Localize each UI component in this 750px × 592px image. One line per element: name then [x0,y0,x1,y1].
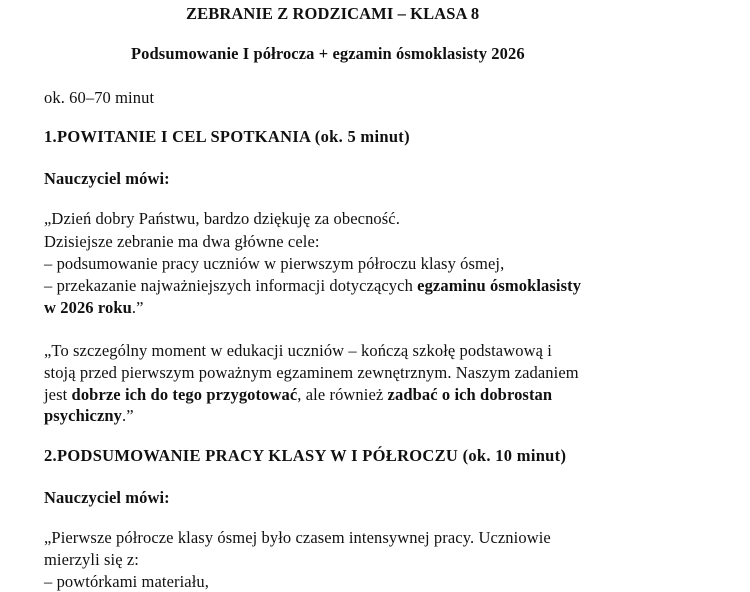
bold-text-run: psychiczny [44,406,123,425]
paragraph-line: „Pierwsze półrocze klasy ósmej było czasem intensywnej pracy. Uczniowie [44,528,551,547]
paragraph-line [44,276,581,296]
paragraph-line: mierzyli się z: [44,550,139,569]
document-subtitle: Podsumowanie I półrocza + egzamin ósmoklasisty 2026 [131,44,525,63]
paragraph-line: Dzisiejsze zebranie ma dwa główne cele: [44,232,320,251]
paragraph-line: „To szczególny moment w edukacji uczniów – kończą szkołę podstawową i [44,341,552,360]
bold-text-run: zadbać o ich dobrostan [387,385,553,404]
speaker-label: Nauczyciel mówi: [44,488,170,507]
meeting-duration: ok. 60–70 minut [44,88,155,107]
section-heading-summary: 2.PODSUMOWANIE PRACY KLASY W I PÓŁROCZU (ok. 10 minut) [44,446,567,465]
bold-text-run: egzaminu ósmoklasisty [417,276,582,295]
paragraph-line [44,298,144,318]
text-run: , ale również [297,385,388,404]
bold-text-run: w 2026 roku [44,298,132,317]
document-title: ZEBRANIE Z RODZICAMI – KLASA 8 [186,4,480,23]
text-run: .” [122,406,134,425]
speaker-label: Nauczyciel mówi: [44,169,170,188]
paragraph-line: „Dzień dobry Państwu, bardzo dziękuję za obecność. [44,209,400,228]
paragraph-line [44,406,134,426]
text-run: jest [44,385,72,404]
text-run: – przekazanie najważniejszych informacji dotyczących [44,276,418,295]
section-heading-welcome: 1.POWITANIE I CEL SPOTKANIA (ok. 5 minut) [44,127,410,146]
bold-text-run: dobrze ich do tego przygotować [71,385,298,404]
paragraph-line [44,385,552,405]
paragraph-line: – powtórkami materiału, [44,572,209,591]
text-run: .” [131,298,144,317]
paragraph-line: stoją przed pierwszym poważnym egzaminem zewnętrznym. Naszym zadaniem [44,363,579,382]
paragraph-line: – podsumowanie pracy uczniów w pierwszym półroczu klasy ósmej, [44,254,505,273]
